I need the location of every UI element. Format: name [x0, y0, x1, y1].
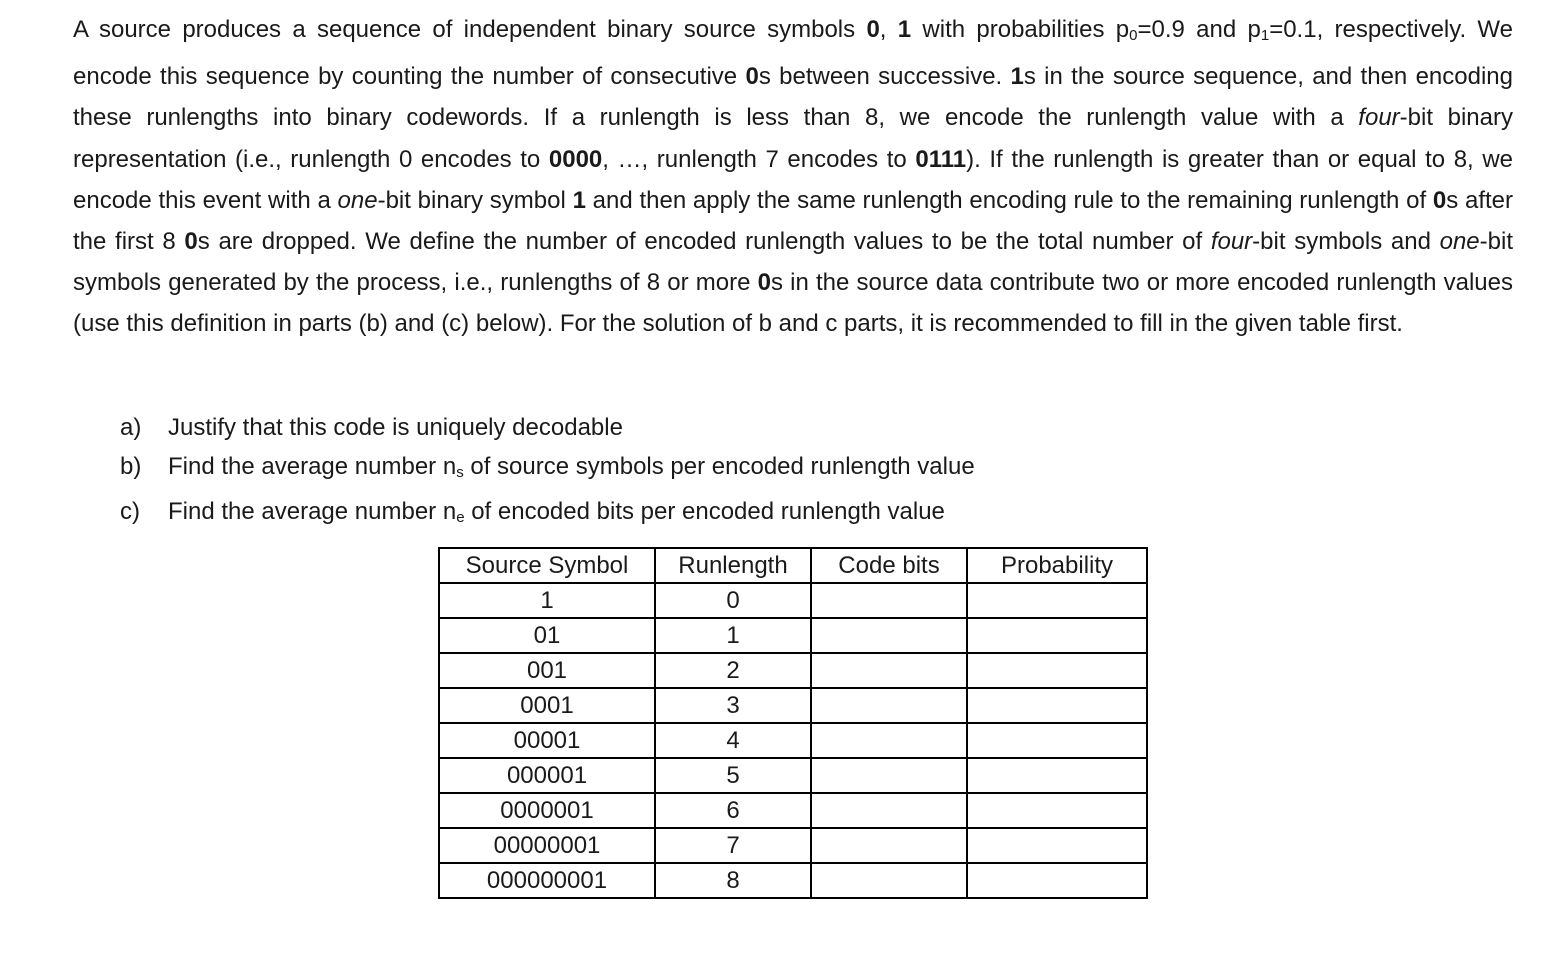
cell-runlength: 7: [655, 828, 811, 863]
cell-runlength: 3: [655, 688, 811, 723]
bold-symbol: 1: [1010, 63, 1024, 91]
table-header-row: [439, 548, 1147, 583]
cell-runlength: 2: [655, 653, 811, 688]
header-source-symbol: Source Symbol: [439, 548, 655, 583]
cell-source-symbol: 1: [439, 583, 655, 618]
cell-source-symbol: 00000001: [439, 828, 655, 863]
table-row: [439, 758, 1147, 793]
cell-source-symbol: 01: [439, 618, 655, 653]
bold-symbol: 0: [745, 63, 759, 91]
cell-probability[interactable]: [967, 828, 1147, 863]
question-marker: c): [120, 498, 140, 525]
runlength-table: [438, 547, 1148, 899]
cell-probability[interactable]: [967, 758, 1147, 793]
table-row: [439, 688, 1147, 723]
table-row: [439, 863, 1147, 898]
text-run: s in the source data contribute two or more encoded runlength values (use this definition in parts (b) and (c) below). For the solution of b and c parts, it is recommended to fill in the given table first.: [73, 269, 1513, 338]
subscript: s: [456, 464, 464, 481]
cell-code-bits[interactable]: [811, 723, 967, 758]
cell-source-symbol: 00001: [439, 723, 655, 758]
question-marker: a): [120, 414, 142, 441]
text-run: of source symbols per encoded runlength value: [463, 453, 975, 480]
cell-runlength: 4: [655, 723, 811, 758]
cell-probability[interactable]: [967, 723, 1147, 758]
bold-symbol: 0: [757, 269, 771, 297]
text-run: ,: [879, 16, 898, 43]
text-run: A source produces a sequence of independent binary source symbols: [73, 16, 867, 43]
text-run: s between successive.: [758, 63, 1011, 91]
cell-runlength: 6: [655, 793, 811, 828]
table-row: [439, 618, 1147, 653]
question-list: [120, 408, 975, 537]
text-run: s after the first 8: [73, 186, 1514, 256]
table-row: [439, 653, 1147, 688]
text-run: -bit symbols generated by the process, i.e., runlengths of 8 or more: [73, 228, 1513, 297]
text-run: ). If the runlength is greater than or equal to 8, we encode this event with a: [73, 145, 1513, 214]
cell-probability[interactable]: [967, 793, 1147, 828]
cell-probability[interactable]: [967, 688, 1147, 723]
italic-word: four: [1358, 104, 1400, 132]
text-run: with probabilities p: [911, 16, 1130, 43]
subscript: 1: [1260, 27, 1270, 44]
cell-source-symbol: 000000001: [439, 863, 655, 898]
cell-runlength: 5: [655, 758, 811, 793]
bold-symbol: 0: [866, 16, 880, 43]
cell-runlength: 0: [655, 583, 811, 618]
text-run: Find the average number n: [168, 453, 457, 480]
header-probability: Probability: [967, 548, 1147, 583]
question-item: [120, 408, 975, 447]
text-run: of encoded bits per encoded runlength value: [464, 498, 945, 525]
text-run: =0.1, respectively. We encode this sequence by counting the number of consecutive: [73, 16, 1513, 91]
question-item: [120, 447, 975, 492]
text-run: and then apply the same runlength encoding rule to the remaining runlength of: [585, 186, 1433, 214]
cell-probability[interactable]: [967, 653, 1147, 688]
header-runlength: Runlength: [655, 548, 811, 583]
cell-code-bits[interactable]: [811, 863, 967, 898]
italic-word: four: [1210, 228, 1253, 256]
cell-code-bits[interactable]: [811, 688, 967, 723]
cell-probability[interactable]: [967, 583, 1147, 618]
table-row: [439, 583, 1147, 618]
bold-symbol: 0: [184, 228, 198, 256]
question-text: [168, 447, 975, 492]
text-run: Find the average number n: [168, 498, 457, 525]
subscript: e: [456, 509, 465, 526]
text-run: s are dropped. We define the number of encoded runlength values to be the total number of: [197, 228, 1211, 256]
cell-runlength: 1: [655, 618, 811, 653]
cell-probability[interactable]: [967, 618, 1147, 653]
cell-code-bits[interactable]: [811, 653, 967, 688]
cell-source-symbol: 000001: [439, 758, 655, 793]
header-code-bits: Code bits: [811, 548, 967, 583]
text-run: -bit symbols and: [1252, 228, 1440, 256]
cell-source-symbol: 0001: [439, 688, 655, 723]
cell-code-bits[interactable]: [811, 758, 967, 793]
italic-word: one: [1439, 228, 1480, 256]
cell-code-bits[interactable]: [811, 618, 967, 653]
bold-symbol: 0111: [915, 145, 967, 173]
question-text: Justify that this code is uniquely decodable: [168, 414, 623, 441]
bold-symbol: 0: [1432, 186, 1447, 214]
cell-code-bits[interactable]: [811, 828, 967, 863]
text-run: -bit binary symbol: [377, 186, 573, 214]
text-run: s in the source sequence, and then encoding these runlengths into binary codewords. If a runlength is less than 8, we encode the runlength value with a: [73, 63, 1513, 132]
table-row: [439, 723, 1147, 758]
question-marker: b): [120, 453, 142, 480]
question-text: [168, 492, 945, 537]
table-row: [439, 793, 1147, 828]
bold-symbol: 1: [897, 16, 912, 43]
text-run: -bit binary representation (i.e., runlength 0 encodes to: [73, 104, 1513, 173]
bold-symbol: 0000: [548, 145, 603, 173]
cell-source-symbol: 001: [439, 653, 655, 688]
problem-statement: [73, 9, 1513, 345]
italic-word: one: [337, 186, 378, 214]
table-row: [439, 828, 1147, 863]
subscript: 0: [1129, 27, 1138, 44]
text-run: , …, runlength 7 encodes to: [602, 145, 916, 173]
cell-runlength: 8: [655, 863, 811, 898]
text-run: =0.9 and p: [1137, 16, 1261, 43]
cell-source-symbol: 0000001: [439, 793, 655, 828]
cell-probability[interactable]: [967, 863, 1147, 898]
cell-code-bits[interactable]: [811, 583, 967, 618]
question-item: [120, 492, 975, 537]
cell-code-bits[interactable]: [811, 793, 967, 828]
bold-symbol: 1: [572, 186, 586, 214]
